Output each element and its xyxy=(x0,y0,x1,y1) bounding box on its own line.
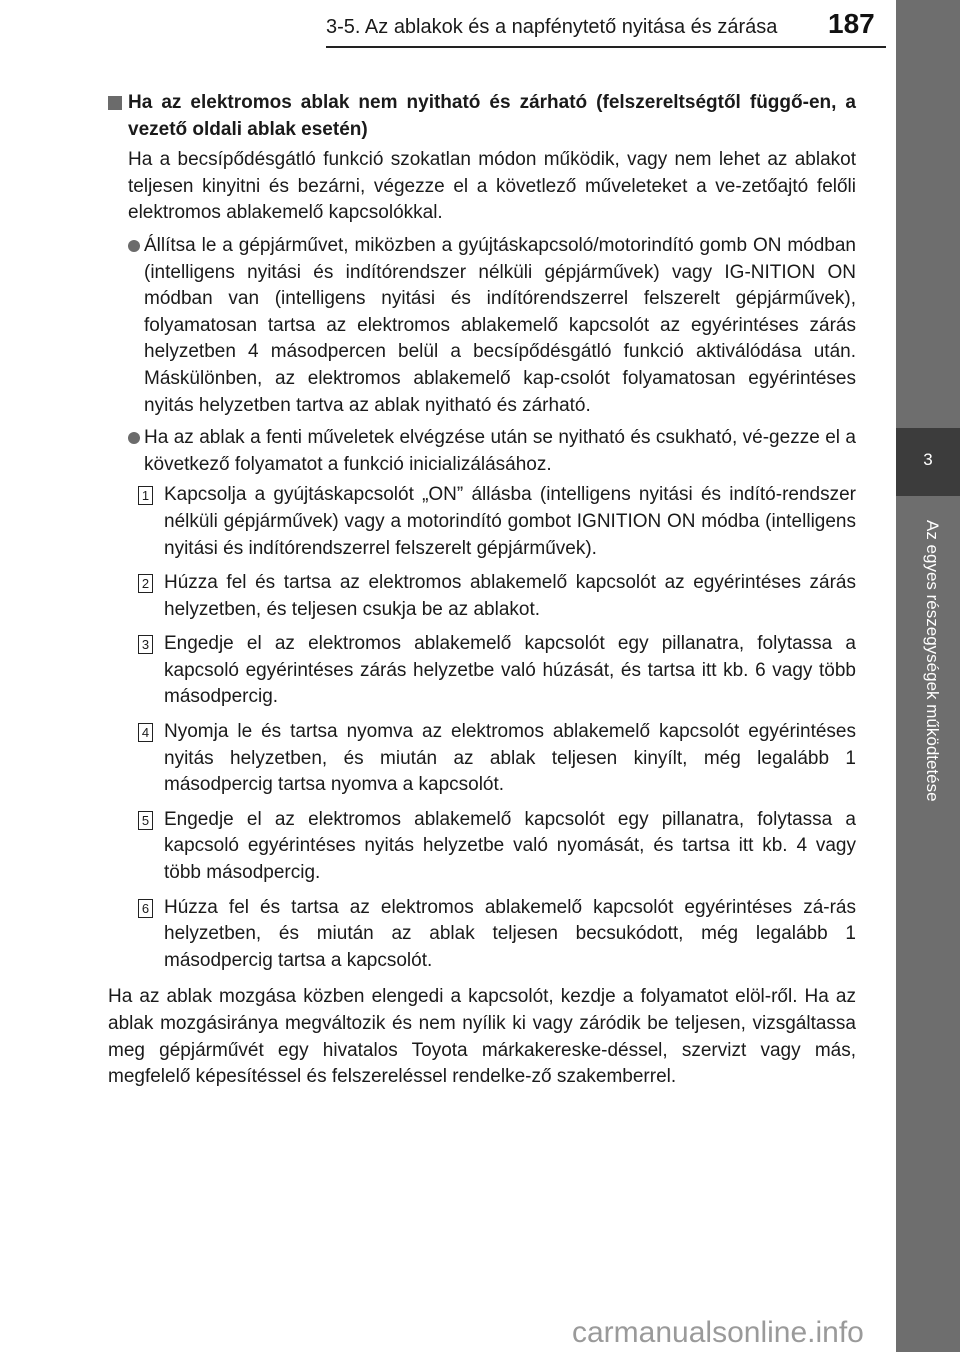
step-number-box: 5 xyxy=(138,811,153,830)
page-content xyxy=(108,90,856,1091)
chapter-number-box xyxy=(896,428,960,496)
side-tab-upper xyxy=(896,0,960,428)
section-heading xyxy=(108,90,856,143)
bullet-item xyxy=(128,233,856,419)
step-text: Nyomja le és tartsa nyomva az elektromos ablakemelő kapcsolót egyérintéses nyitás helyzetben, és miután az ablak teljesen kinyílt, még legalább 1 másodpercig tartsa nyomva a kapcsolót. xyxy=(164,721,856,796)
step-item xyxy=(138,719,856,799)
step-item xyxy=(138,482,856,562)
chapter-label: Az egyes részegységek működtetése xyxy=(923,520,942,802)
step-item xyxy=(138,570,856,623)
step-number-box: 1 xyxy=(138,486,153,505)
closing-paragraph: Ha az ablak mozgása közben elengedi a kapcsolót, kezdje a folyamatot elöl-ről. Ha az ablak mozgásiránya megváltozik és nem nyílik ki vagy záródik be teljesen, vizsgáltassa meg gépjárművét egy hivatalos Toyota márkakereske-déssel, szervizt vagy más, megfelelő képesítéssel és felszereléssel rendelke-ző szakemberrel. xyxy=(108,986,856,1088)
step-text: Engedje el az elektromos ablakemelő kapcsolót egy pillanatra, folytassa a kapcsoló egyérintéses zárás helyzetbe való húzását, és tartsa itt kb. 6 vagy több másodpercig. xyxy=(164,633,856,708)
watermark: carmanualsonline.info xyxy=(572,1316,864,1349)
page-number: 187 xyxy=(828,8,875,39)
step-text: Húzza fel és tartsa az elektromos ablakemelő kapcsolót egyérintéses zá-rás helyzetben, és miután az ablak teljesen becsukódott, még legalább 1 másodpercig tartsa a kapcsolót. xyxy=(164,896,856,971)
step-item xyxy=(138,807,856,887)
step-number-box: 3 xyxy=(138,635,153,654)
circle-bullet-icon xyxy=(128,432,140,444)
circle-bullet-icon xyxy=(128,240,140,252)
step-list xyxy=(138,482,856,974)
intro-paragraph: Ha a becsípődésgátló funkció szokatlan módon működik, vagy nem lehet az ablakot teljesen kinyitni és bezárni, végezze el a követlező műveleteket a ve-zetőajtó felőli elektromos ablakemelő kapcsolókkal. xyxy=(128,149,856,224)
section-title: 3-5. Az ablakok és a napfénytető nyitása és zárása xyxy=(326,16,778,38)
bullet-text: Ha az ablak a fenti műveletek elvégzése után se nyitható és csukható, vé-gezze el a következő folyamatot a funkció inicializálásához. xyxy=(144,427,856,475)
page-header xyxy=(0,0,900,60)
step-number-box: 6 xyxy=(138,899,153,918)
step-number-box: 4 xyxy=(138,723,153,742)
step-text: Húzza fel és tartsa az elektromos ablakemelő kapcsolót az egyérintéses zárás helyzetben, és teljesen csukja be az ablakot. xyxy=(164,572,856,620)
step-text: Engedje el az elektromos ablakemelő kapcsolót egy pillanatra, folytassa a kapcsoló egyérintéses nyitás helyzetbe való nyomását, és tartsa itt kb. 4 vagy több másodpercig. xyxy=(164,808,856,884)
header-rule xyxy=(326,46,886,48)
step-number-box: 2 xyxy=(138,574,153,593)
step-item xyxy=(138,631,856,711)
section-heading-text: Ha az elektromos ablak nem nyitható és zárható (felszereltségtől függő-en, a vezető oldali ablak esetén) xyxy=(128,92,856,140)
square-bullet-icon xyxy=(108,96,122,110)
step-item xyxy=(138,895,856,975)
chapter-number: 3 xyxy=(923,450,933,469)
bullet-text: Állítsa le a gépjárművet, miközben a gyújtáskapcsoló/motorindító gomb ON módban (intelligens nyitási és indítórendszer nélküli gépjárművek) vagy IG-NITION ON módban van (intelligens nyitási és indítórendszerrel felszerelt gépjárművek), folyamatosan tartsa az elektromos ablakemelő kapcsolót az egyérintéses zárás helyzetben 4 másodpercen belül a becsípődésgátló funkció aktiválódása után. Máskülönben, az elektromos ablakemelő kap-csolót folyamatosan egyérintéses nyitás helyzetben tartva az ablak nyitható és zárható. xyxy=(144,234,856,416)
bullet-item xyxy=(128,425,856,478)
step-text: Kapcsolja a gyújtáskapcsolót „ON” állásba (intelligens nyitási és indító-rendszer nélküli gépjárművek) vagy a motorindító gombot IGNITION ON módba (intelligens nyitási és indítórendszerrel felszerelt gépjárművek). xyxy=(164,484,856,559)
